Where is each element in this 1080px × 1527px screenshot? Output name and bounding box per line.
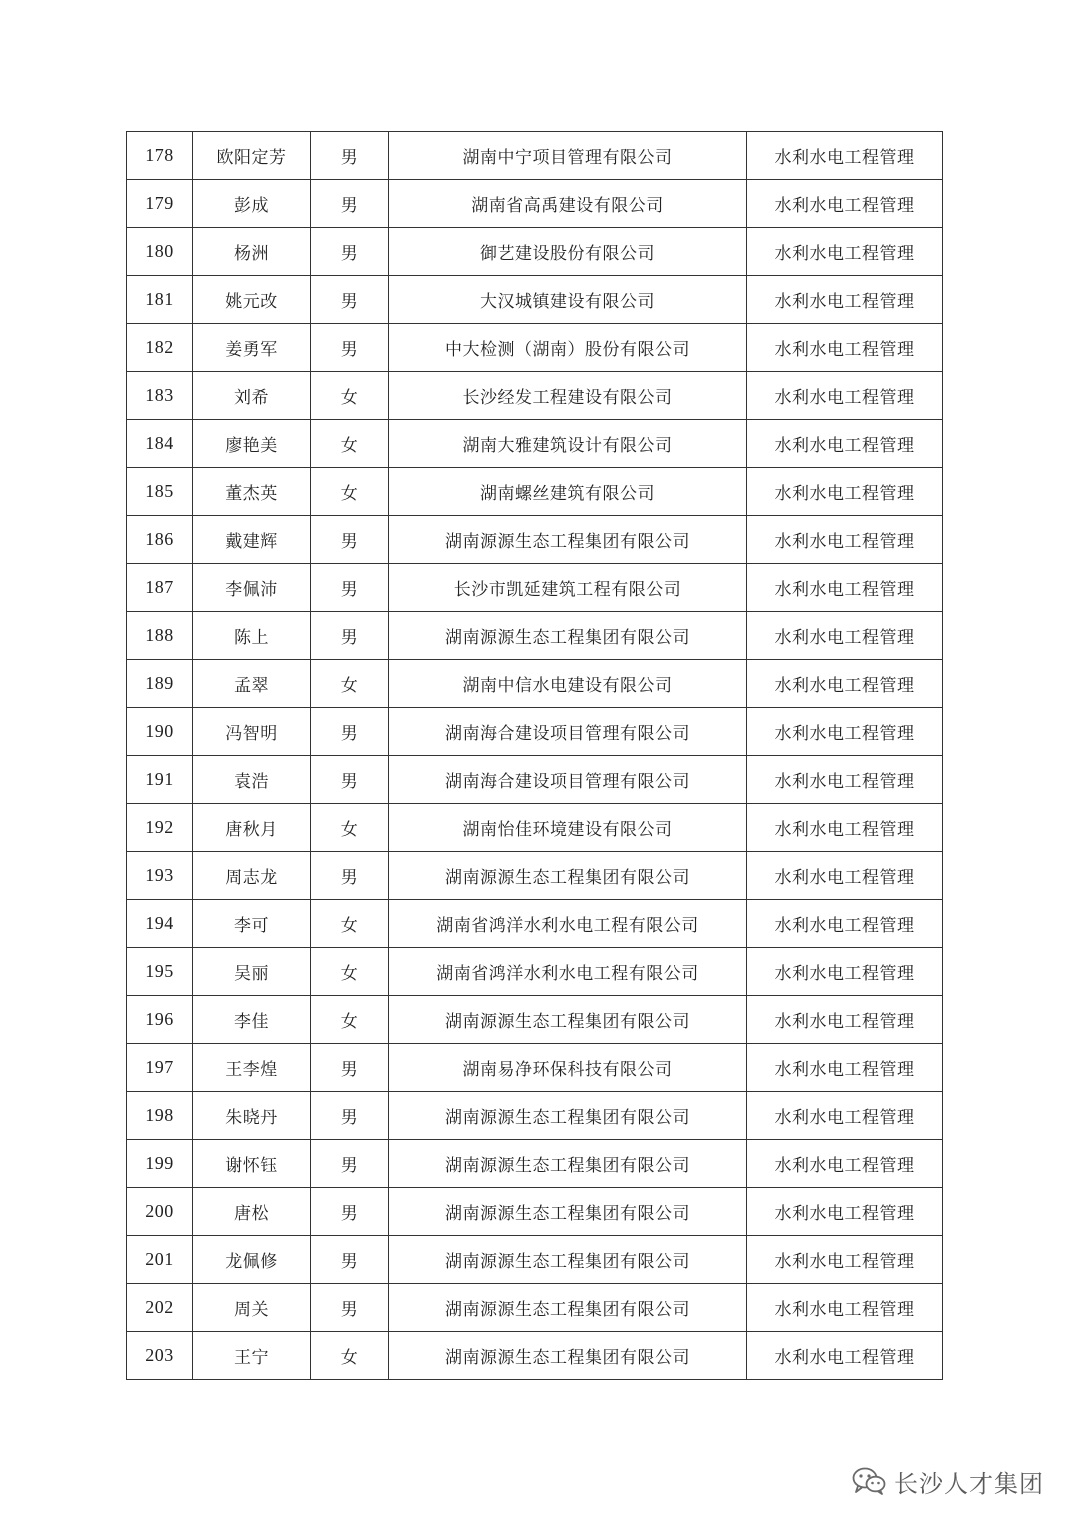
cell-gender: 女 xyxy=(311,420,389,468)
cell-number: 197 xyxy=(127,1044,193,1092)
cell-gender: 女 xyxy=(311,372,389,420)
cell-gender: 男 xyxy=(311,1140,389,1188)
cell-name: 姚元改 xyxy=(193,276,311,324)
cell-number: 200 xyxy=(127,1188,193,1236)
cell-company: 湖南源源生态工程集团有限公司 xyxy=(389,852,747,900)
watermark-text: 长沙人才集团 xyxy=(894,1469,1044,1498)
table-row xyxy=(127,372,943,420)
cell-name: 李可 xyxy=(193,900,311,948)
cell-number: 182 xyxy=(127,324,193,372)
table-row xyxy=(127,708,943,756)
cell-company: 湖南螺丝建筑有限公司 xyxy=(389,468,747,516)
cell-company: 湖南源源生态工程集团有限公司 xyxy=(389,1332,747,1380)
cell-company: 湖南源源生态工程集团有限公司 xyxy=(389,1236,747,1284)
cell-number: 198 xyxy=(127,1092,193,1140)
cell-number: 190 xyxy=(127,708,193,756)
table-row xyxy=(127,756,943,804)
roster-table-container xyxy=(126,131,942,1380)
cell-gender: 女 xyxy=(311,660,389,708)
cell-company: 湖南源源生态工程集团有限公司 xyxy=(389,516,747,564)
watermark xyxy=(852,1461,1044,1501)
cell-number: 202 xyxy=(127,1284,193,1332)
cell-company: 长沙市凯延建筑工程有限公司 xyxy=(389,564,747,612)
cell-name: 杨洲 xyxy=(193,228,311,276)
cell-name: 董杰英 xyxy=(193,468,311,516)
table-row xyxy=(127,852,943,900)
table-row xyxy=(127,132,943,180)
cell-name: 冯智明 xyxy=(193,708,311,756)
cell-number: 196 xyxy=(127,996,193,1044)
cell-specialty: 水利水电工程管理 xyxy=(747,372,943,420)
cell-specialty: 水利水电工程管理 xyxy=(747,900,943,948)
cell-number: 194 xyxy=(127,900,193,948)
cell-specialty: 水利水电工程管理 xyxy=(747,468,943,516)
cell-specialty: 水利水电工程管理 xyxy=(747,1092,943,1140)
cell-number: 195 xyxy=(127,948,193,996)
cell-company: 湖南源源生态工程集团有限公司 xyxy=(389,996,747,1044)
cell-company: 湖南源源生态工程集团有限公司 xyxy=(389,1284,747,1332)
cell-gender: 男 xyxy=(311,1188,389,1236)
cell-number: 199 xyxy=(127,1140,193,1188)
table-row xyxy=(127,996,943,1044)
cell-gender: 男 xyxy=(311,1236,389,1284)
cell-gender: 男 xyxy=(311,612,389,660)
cell-name: 周志龙 xyxy=(193,852,311,900)
cell-specialty: 水利水电工程管理 xyxy=(747,756,943,804)
roster-table-body xyxy=(127,132,943,1380)
cell-number: 188 xyxy=(127,612,193,660)
cell-gender: 男 xyxy=(311,1092,389,1140)
cell-specialty: 水利水电工程管理 xyxy=(747,132,943,180)
table-row xyxy=(127,468,943,516)
cell-number: 192 xyxy=(127,804,193,852)
cell-specialty: 水利水电工程管理 xyxy=(747,324,943,372)
cell-company: 长沙经发工程建设有限公司 xyxy=(389,372,747,420)
cell-number: 183 xyxy=(127,372,193,420)
cell-number: 185 xyxy=(127,468,193,516)
cell-name: 姜勇军 xyxy=(193,324,311,372)
table-row xyxy=(127,276,943,324)
cell-specialty: 水利水电工程管理 xyxy=(747,1188,943,1236)
cell-gender: 男 xyxy=(311,180,389,228)
cell-name: 朱晓丹 xyxy=(193,1092,311,1140)
cell-specialty: 水利水电工程管理 xyxy=(747,996,943,1044)
cell-gender: 女 xyxy=(311,804,389,852)
cell-company: 湖南海合建设项目管理有限公司 xyxy=(389,708,747,756)
cell-number: 187 xyxy=(127,564,193,612)
cell-specialty: 水利水电工程管理 xyxy=(747,612,943,660)
cell-specialty: 水利水电工程管理 xyxy=(747,948,943,996)
cell-specialty: 水利水电工程管理 xyxy=(747,660,943,708)
cell-gender: 女 xyxy=(311,900,389,948)
table-row xyxy=(127,324,943,372)
table-row xyxy=(127,228,943,276)
cell-number: 193 xyxy=(127,852,193,900)
cell-company: 湖南中信水电建设有限公司 xyxy=(389,660,747,708)
cell-number: 186 xyxy=(127,516,193,564)
cell-number: 189 xyxy=(127,660,193,708)
cell-name: 戴建辉 xyxy=(193,516,311,564)
cell-gender: 男 xyxy=(311,1284,389,1332)
cell-company: 湖南易净环保科技有限公司 xyxy=(389,1044,747,1092)
cell-company: 湖南中宁项目管理有限公司 xyxy=(389,132,747,180)
cell-name: 刘希 xyxy=(193,372,311,420)
cell-company: 御艺建设股份有限公司 xyxy=(389,228,747,276)
cell-name: 唐松 xyxy=(193,1188,311,1236)
cell-name: 周关 xyxy=(193,1284,311,1332)
cell-number: 201 xyxy=(127,1236,193,1284)
table-row xyxy=(127,420,943,468)
table-row xyxy=(127,1044,943,1092)
cell-name: 彭成 xyxy=(193,180,311,228)
cell-gender: 男 xyxy=(311,1044,389,1092)
cell-gender: 男 xyxy=(311,324,389,372)
cell-specialty: 水利水电工程管理 xyxy=(747,564,943,612)
cell-company: 湖南海合建设项目管理有限公司 xyxy=(389,756,747,804)
table-row xyxy=(127,1332,943,1380)
cell-gender: 女 xyxy=(311,468,389,516)
cell-name: 龙佩修 xyxy=(193,1236,311,1284)
cell-specialty: 水利水电工程管理 xyxy=(747,180,943,228)
cell-name: 李佳 xyxy=(193,996,311,1044)
cell-specialty: 水利水电工程管理 xyxy=(747,1044,943,1092)
cell-gender: 男 xyxy=(311,228,389,276)
cell-number: 179 xyxy=(127,180,193,228)
cell-name: 王宁 xyxy=(193,1332,311,1380)
cell-name: 孟翠 xyxy=(193,660,311,708)
cell-number: 203 xyxy=(127,1332,193,1380)
cell-number: 191 xyxy=(127,756,193,804)
cell-company: 湖南省鸿洋水利水电工程有限公司 xyxy=(389,948,747,996)
cell-company: 湖南源源生态工程集团有限公司 xyxy=(389,1092,747,1140)
cell-number: 180 xyxy=(127,228,193,276)
cell-company: 湖南怡佳环境建设有限公司 xyxy=(389,804,747,852)
cell-gender: 男 xyxy=(311,756,389,804)
cell-name: 唐秋月 xyxy=(193,804,311,852)
cell-company: 湖南大雅建筑设计有限公司 xyxy=(389,420,747,468)
cell-name: 谢怀钰 xyxy=(193,1140,311,1188)
cell-gender: 女 xyxy=(311,948,389,996)
table-row xyxy=(127,516,943,564)
cell-gender: 男 xyxy=(311,564,389,612)
cell-name: 陈上 xyxy=(193,612,311,660)
cell-specialty: 水利水电工程管理 xyxy=(747,420,943,468)
table-row xyxy=(127,1140,943,1188)
cell-specialty: 水利水电工程管理 xyxy=(747,276,943,324)
table-row xyxy=(127,804,943,852)
table-row xyxy=(127,612,943,660)
cell-number: 178 xyxy=(127,132,193,180)
cell-company: 湖南源源生态工程集团有限公司 xyxy=(389,612,747,660)
table-row xyxy=(127,1236,943,1284)
cell-gender: 男 xyxy=(311,276,389,324)
cell-gender: 男 xyxy=(311,852,389,900)
cell-name: 廖艳美 xyxy=(193,420,311,468)
table-row xyxy=(127,660,943,708)
cell-name: 欧阳定芳 xyxy=(193,132,311,180)
cell-company: 湖南省鸿洋水利水电工程有限公司 xyxy=(389,900,747,948)
cell-company: 湖南源源生态工程集团有限公司 xyxy=(389,1188,747,1236)
cell-number: 181 xyxy=(127,276,193,324)
cell-name: 袁浩 xyxy=(193,756,311,804)
cell-name: 吴丽 xyxy=(193,948,311,996)
table-row xyxy=(127,564,943,612)
cell-company: 中大检测（湖南）股份有限公司 xyxy=(389,324,747,372)
cell-company: 湖南省高禹建设有限公司 xyxy=(389,180,747,228)
cell-specialty: 水利水电工程管理 xyxy=(747,852,943,900)
cell-specialty: 水利水电工程管理 xyxy=(747,1332,943,1380)
cell-specialty: 水利水电工程管理 xyxy=(747,228,943,276)
cell-number: 184 xyxy=(127,420,193,468)
roster-table xyxy=(126,131,943,1380)
table-row xyxy=(127,1188,943,1236)
cell-gender: 女 xyxy=(311,1332,389,1380)
cell-company: 大汉城镇建设有限公司 xyxy=(389,276,747,324)
cell-name: 李佩沛 xyxy=(193,564,311,612)
cell-name: 王李煌 xyxy=(193,1044,311,1092)
cell-specialty: 水利水电工程管理 xyxy=(747,1140,943,1188)
cell-specialty: 水利水电工程管理 xyxy=(747,708,943,756)
cell-specialty: 水利水电工程管理 xyxy=(747,1284,943,1332)
cell-specialty: 水利水电工程管理 xyxy=(747,516,943,564)
cell-specialty: 水利水电工程管理 xyxy=(747,1236,943,1284)
table-row xyxy=(127,900,943,948)
cell-gender: 男 xyxy=(311,516,389,564)
table-row xyxy=(127,180,943,228)
cell-gender: 女 xyxy=(311,996,389,1044)
cell-gender: 男 xyxy=(311,708,389,756)
table-row xyxy=(127,1284,943,1332)
cell-specialty: 水利水电工程管理 xyxy=(747,804,943,852)
table-row xyxy=(127,948,943,996)
cell-gender: 男 xyxy=(311,132,389,180)
wechat-icon xyxy=(852,1467,886,1495)
table-row xyxy=(127,1092,943,1140)
cell-company: 湖南源源生态工程集团有限公司 xyxy=(389,1140,747,1188)
